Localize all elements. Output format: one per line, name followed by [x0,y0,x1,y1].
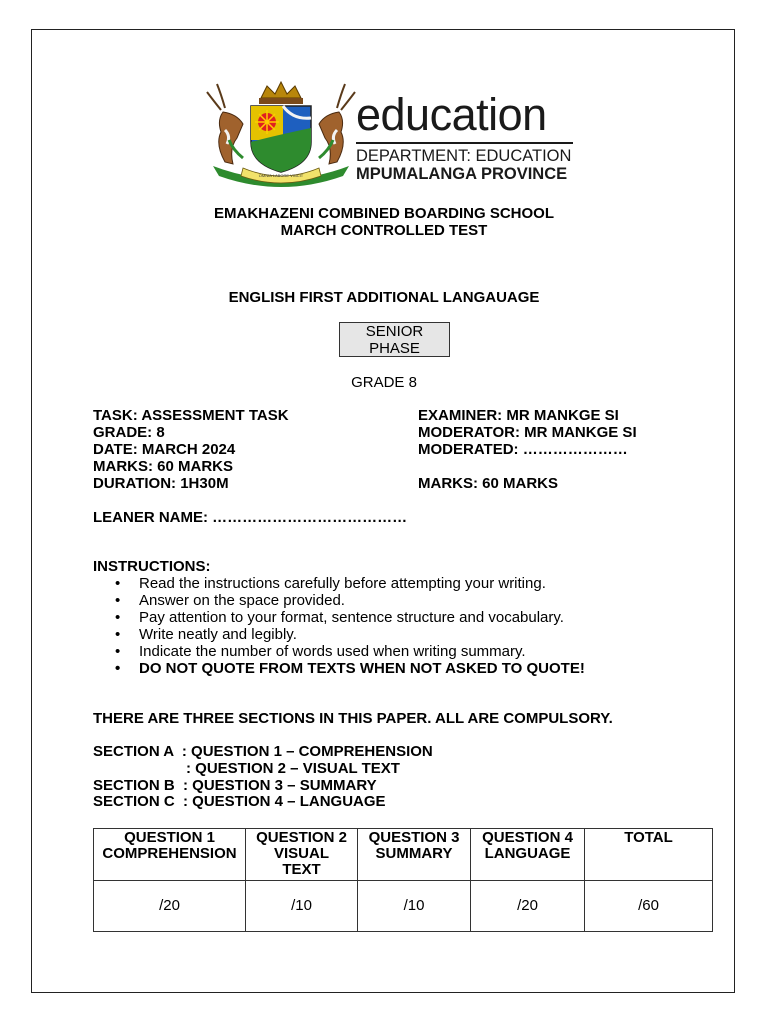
bullet-icon: • [115,643,121,660]
section-a-q2-line: : QUESTION 2 – VISUAL TEXT [186,760,400,777]
learner-name-field: LEANER NAME: ………………………………… [93,509,408,526]
section-b-line: SECTION B : QUESTION 3 – SUMMARY [93,777,377,794]
mark-cell-q3: /10 [358,881,471,932]
moderated-detail: MODERATED: ………………… [418,441,628,458]
list-item: • Indicate the number of words used when writing summary. [115,643,526,660]
bullet-icon: • [115,609,121,626]
school-name: EMAKHAZENI COMBINED BOARDING SCHOOL [214,205,554,222]
mark-cell-q4: /20 [471,881,585,932]
table-row [94,881,713,932]
logo-province: MPUMALANGA PROVINCE [356,164,568,183]
moderator-detail: MODERATOR: MR MANKGE SI [418,424,637,441]
marks-table [93,828,713,932]
instructions-list [93,575,585,677]
subject-title: ENGLISH FIRST ADDITIONAL LANGAUAGE [228,289,540,306]
header-question-1: QUESTION 1 COMPREHENSION [94,829,246,881]
list-item: • Answer on the space provided. [115,592,345,609]
logo-department: DEPARTMENT: EDUCATION [356,146,572,165]
list-item: • Write neatly and legibly. [115,626,297,643]
logo-wordmark [356,89,576,183]
header-question-2: QUESTION 2 VISUAL TEXT [246,829,358,881]
list-item: • Pay attention to your format, sentence structure and vocabulary. [115,609,564,626]
bullet-icon: • [115,626,121,643]
section-c-line: SECTION C : QUESTION 4 – LANGUAGE [93,793,386,810]
mark-cell-total: /60 [585,881,713,932]
bullet-icon: • [115,660,121,677]
examiner-detail: EXAMINER: MR MANKGE SI [418,407,619,424]
bullet-icon: • [115,592,121,609]
coat-of-arms-icon [203,80,359,190]
phase-line-1: SENIOR [365,323,424,340]
test-title: MARCH CONTROLLED TEST [280,222,488,239]
sections-intro: THERE ARE THREE SECTIONS IN THIS PAPER. ALL ARE COMPULSORY. [93,710,613,727]
crest-motto: OMNIA LABORE VINCIT [258,173,304,178]
list-item: • DO NOT QUOTE FROM TEXTS WHEN NOT ASKED TO QUOTE! [115,660,585,677]
task-detail: TASK: ASSESSMENT TASK [93,407,289,424]
header-question-4: QUESTION 4 LANGUAGE [471,829,585,881]
grade-label: GRADE 8 [351,374,417,391]
section-a-line: SECTION A : QUESTION 1 – COMPREHENSION [93,743,433,760]
logo-rule [356,142,573,144]
grade-detail: GRADE: 8 [93,424,165,441]
phase-box [339,322,450,357]
bullet-icon: • [115,575,121,592]
phase-line-2: PHASE [369,340,420,357]
list-item: • Read the instructions carefully before attempting your writing. [115,575,546,592]
logo-title: education [356,89,547,140]
mark-cell-q1: /20 [94,881,246,932]
mark-cell-q2: /10 [246,881,358,932]
header-total: TOTAL [585,829,713,881]
marks-detail: MARKS: 60 MARKS [93,458,234,475]
header-question-3: QUESTION 3 SUMMARY [358,829,471,881]
table-header-row [94,829,713,881]
instructions-heading: INSTRUCTIONS: [93,558,211,575]
duration-detail: DURATION: 1H30M [93,475,229,492]
marks-right-detail: MARKS: 60 MARKS [418,475,559,492]
date-detail: DATE: MARCH 2024 [93,441,236,458]
